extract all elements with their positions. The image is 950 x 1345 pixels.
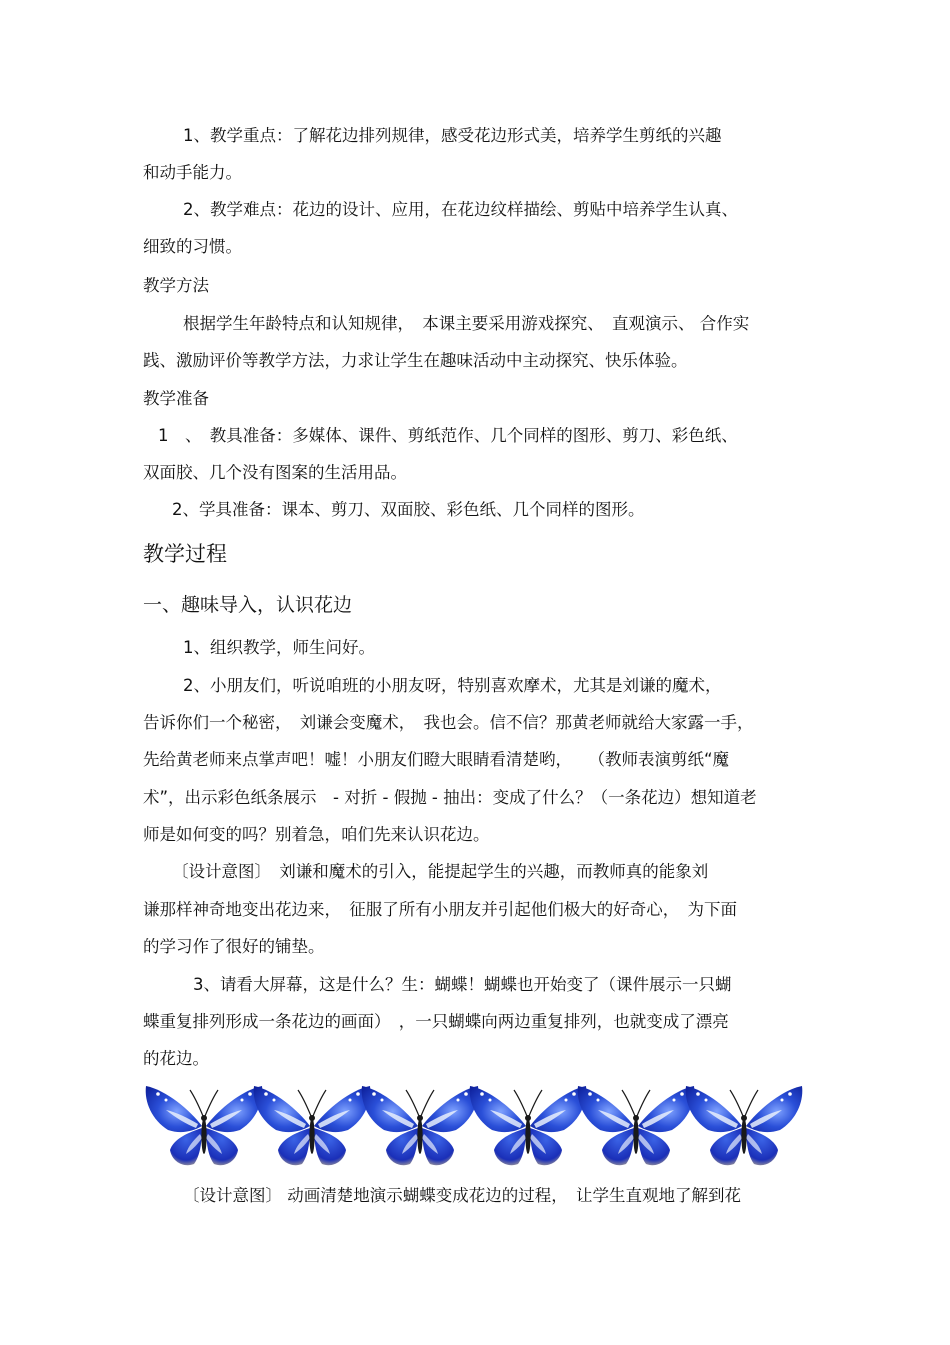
paragraph-line: 谦那样神奇地变出花边来， 征服了所有小朋友并引起他们极大的好奇心， 为下面 bbox=[143, 900, 737, 919]
paragraph-line: 〔设计意图〕 刘谦和魔术的引入，能提起学生的兴趣，而教师真的能象刘 bbox=[172, 862, 709, 881]
butterfly-icon bbox=[250, 1080, 374, 1172]
paragraph-line: 1 、 教具准备：多媒体、课件、剪纸范作、几个同样的图形、剪刀、彩色纸、 bbox=[158, 426, 738, 445]
paragraph-line: 告诉你们一个秘密， 刘谦会变魔术， 我也会。信不信？那黄老师就给大家露一手， bbox=[143, 713, 754, 732]
paragraph-line: 2、学具准备：课本、剪刀、双面胶、彩色纸、几个同样的图形。 bbox=[172, 500, 645, 519]
paragraph-line: 术”，出示彩色纸条展示 - 对折 - 假抛 - 抽出：变成了什么？（一条花边）想知道老 bbox=[143, 788, 757, 807]
paragraph-line: 2、小朋友们，听说咱班的小朋友呀，特别喜欢摩术，尤其是刘谦的魔术， bbox=[183, 676, 722, 695]
paragraph-line: 师是如何变的吗？别着急，咱们先来认识花边。 bbox=[143, 825, 490, 844]
butterfly-icon bbox=[358, 1080, 482, 1172]
paragraph-line: 先给黄老师来点掌声吧！嘘！小朋友们瞪大眼睛看清楚哟， （教师表演剪纸“魔 bbox=[143, 750, 730, 769]
paragraph-line: 蝶重复排列形成一条花边的画面） ，一只蝴蝶向两边重复排列，也就变成了漂亮 bbox=[143, 1012, 729, 1031]
butterfly-border-image bbox=[142, 1080, 806, 1172]
paragraph-line: 〔设计意图〕 动画清楚地演示蝴蝶变成花边的过程， 让学生直观地了解到花 bbox=[183, 1186, 741, 1205]
paragraph-line: 的学习作了很好的铺垫。 bbox=[143, 937, 325, 956]
paragraph-line: 3、请看大屏幕，这是什么？生：蝴蝶！蝴蝶也开始变了（课件展示一只蝴 bbox=[193, 975, 732, 994]
paragraph-line: 根据学生年龄特点和认知规律， 本课主要采用游戏探究、 直观演示、 合作实 bbox=[183, 314, 750, 333]
section-label: 教学准备 bbox=[143, 389, 209, 408]
butterfly-icon bbox=[466, 1080, 590, 1172]
paragraph-line: 细致的习惯。 bbox=[143, 237, 242, 256]
paragraph-line: 1、教学重点：了解花边排列规律，感受花边形式美，培养学生剪纸的兴趣 bbox=[183, 126, 722, 145]
section-label: 教学方法 bbox=[143, 276, 209, 295]
subsection-heading: 一、趣味导入，认识花边 bbox=[143, 594, 353, 616]
paragraph-line: 1、组织教学，师生问好。 bbox=[183, 638, 375, 657]
butterfly-icon bbox=[682, 1080, 806, 1172]
paragraph-line: 的花边。 bbox=[143, 1049, 209, 1068]
paragraph-line: 双面胶、几个没有图案的生活用品。 bbox=[143, 463, 407, 482]
butterfly-icon bbox=[142, 1080, 266, 1172]
section-heading: 教学过程 bbox=[143, 542, 227, 566]
paragraph-line: 2、教学难点：花边的设计、应用，在花边纹样描绘、剪贴中培养学生认真、 bbox=[183, 200, 738, 219]
paragraph-line: 和动手能力。 bbox=[143, 163, 242, 182]
paragraph-line: 践、激励评价等教学方法，力求让学生在趣味活动中主动探究、快乐体验。 bbox=[143, 351, 688, 370]
butterfly-icon bbox=[574, 1080, 698, 1172]
